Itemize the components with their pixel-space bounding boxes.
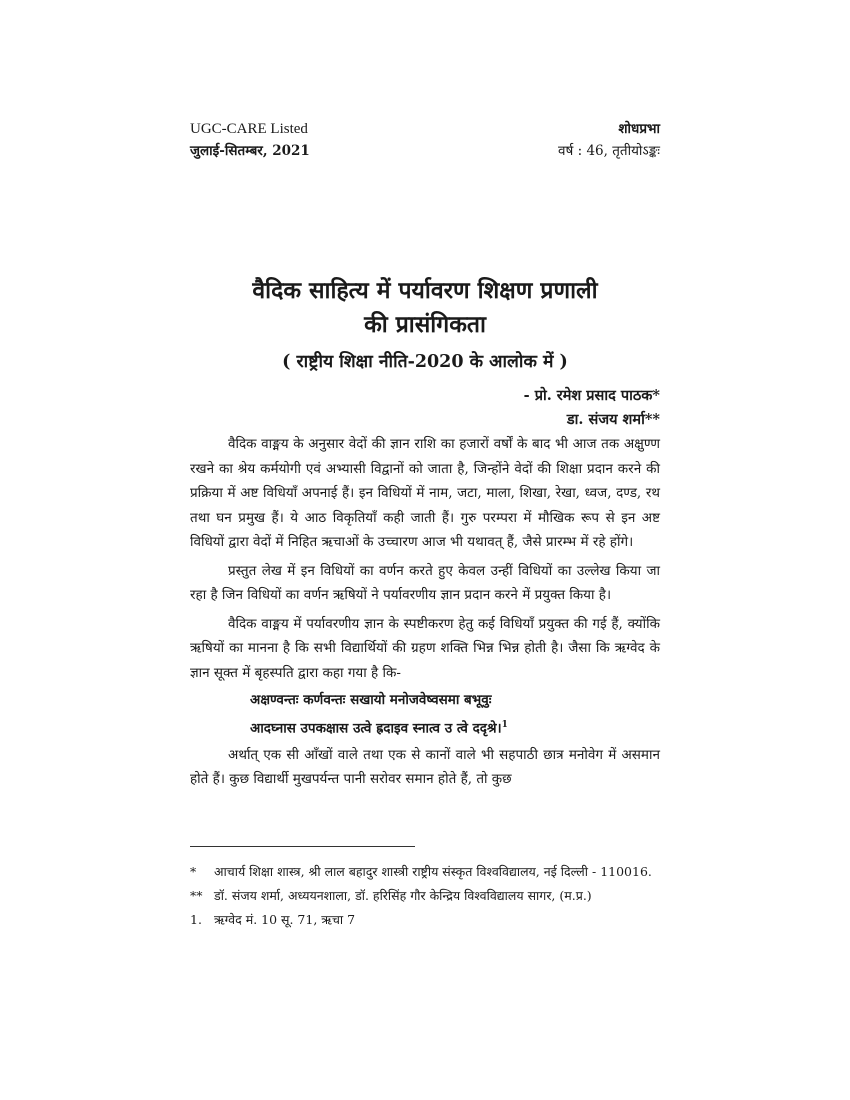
body-paragraph-4: अर्थात् एक सी आँखों वाले तथा एक से कानों वाले भी सहपाठी छात्र मनोवेग में असमान होते हैं। कुछ विद्यार्थी मुखपर्यन्त पानी सरोवर समान होते हैं, तो कुछ xyxy=(190,746,660,787)
article-title-line-2: की प्रासंगिकता xyxy=(364,311,486,338)
verse-line-2 xyxy=(190,714,660,740)
listing-label: UGC-CARE Listed xyxy=(190,121,308,137)
article-body xyxy=(190,432,660,796)
footnote-mark: ** xyxy=(190,888,203,903)
journal-name: शोधप्रभा xyxy=(618,121,660,137)
footnote-item xyxy=(190,860,660,884)
footnote-item xyxy=(190,908,660,932)
footnote-item xyxy=(190,884,660,908)
footnote-text: डॉ. संजय शर्मा, अध्ययनशाला, डॉ. हरिसिंह गौर केन्द्रिय विश्वविद्यालय सागर, (म.प्र.) xyxy=(214,888,592,903)
volume-issue: वर्ष : 46, तृतीयोऽङ्कः xyxy=(558,143,660,159)
body-paragraph-1: वैदिक वाङ्मय के अनुसार वेदों की ज्ञान राशि का हजारों वर्षों के बाद भी आज तक अक्षुण्ण रखने का श्रेय कर्मयोगी एवं अभ्यासी विद्वानों को जाता है, जिन्होंने वेदों की शिक्षा प्रदान करने की प्रक्रिया में अष्ट विधियाँ अपनाई हैं। इन विधियों में नाम, जटा, माला, शिखा, रेखा, ध्वज, दण्ड, रथ तथा घन प्रमुख हैं। ये आठ विकृतियाँ कही जाती हैं। गुरु परम्परा में मौखिक रूप से इन अष्ट विधियों द्वारा वेदों में निहित ऋचाओं के उच्चारण आज भी यथावत् हैं, जैसे प्रारम्भ में रहे होंगे। xyxy=(190,436,660,550)
article-title-block xyxy=(150,274,700,376)
footnote-ref-1: 1 xyxy=(501,720,508,730)
author-list xyxy=(524,384,660,432)
footnote-text: आचार्य शिक्षा शास्त्र, श्री लाल बहादुर शास्त्री राष्ट्रीय संस्कृत विश्वविद्यालय, नई दिल्ली - 110016. xyxy=(214,864,652,879)
body-paragraph-3: वैदिक वाङ्मय में पर्यावरणीय ज्ञान के स्पष्टीकरण हेतु कई विधियाँ प्रयुक्त की गई हैं, क्योंकि ऋषियों का मानना है कि सभी विद्यार्थियों की ग्रहण शक्ति भिन्न भिन्न होती है। जैसा कि ऋग्वेद के ज्ञान सूक्त में बृहस्पति द्वारा कहा गया है कि- xyxy=(190,615,660,681)
footnote-mark: * xyxy=(190,864,197,879)
verse-line-1: अक्षण्वन्तः कर्णवन्तः सखायो मनोजवेष्वसमा बभूवुः xyxy=(250,692,492,708)
running-header-left xyxy=(190,118,310,162)
footnote-text: ऋग्वेद मं. 10 सू. 71, ऋचा 7 xyxy=(214,912,356,927)
running-header-right xyxy=(558,118,660,162)
footnote-mark: 1. xyxy=(190,912,202,927)
article-title-line-1: वैदिक साहित्य में पर्यावरण शिक्षण प्रणाली xyxy=(252,277,598,304)
verse-line-2-text: आदघ्नास उपकक्षास उत्वे ह्रदाइव स्नात्व उ त्वे ददृश्रे। xyxy=(250,720,502,737)
article-subtitle: ( राष्ट्रीय शिक्षा नीति-2020 के आलोक में ) xyxy=(282,352,568,372)
footnote-divider xyxy=(190,846,415,847)
footnotes xyxy=(190,860,660,932)
author-2: डा. संजय शर्मा** xyxy=(566,411,660,428)
issue-period: जुलाई-सितम्बर, 2021 xyxy=(190,143,310,159)
author-1: - प्रो. रमेश प्रसाद पाठक* xyxy=(523,387,660,404)
body-paragraph-2: प्रस्तुत लेख में इन विधियों का वर्णन करते हुए केवल उन्हीं विधियों का उल्लेख किया जा रहा है जिन विधियों का वर्णन ऋषियों ने पर्यावरणीय ज्ञान प्रदान करने में प्रयुक्त किया है। xyxy=(190,562,660,603)
